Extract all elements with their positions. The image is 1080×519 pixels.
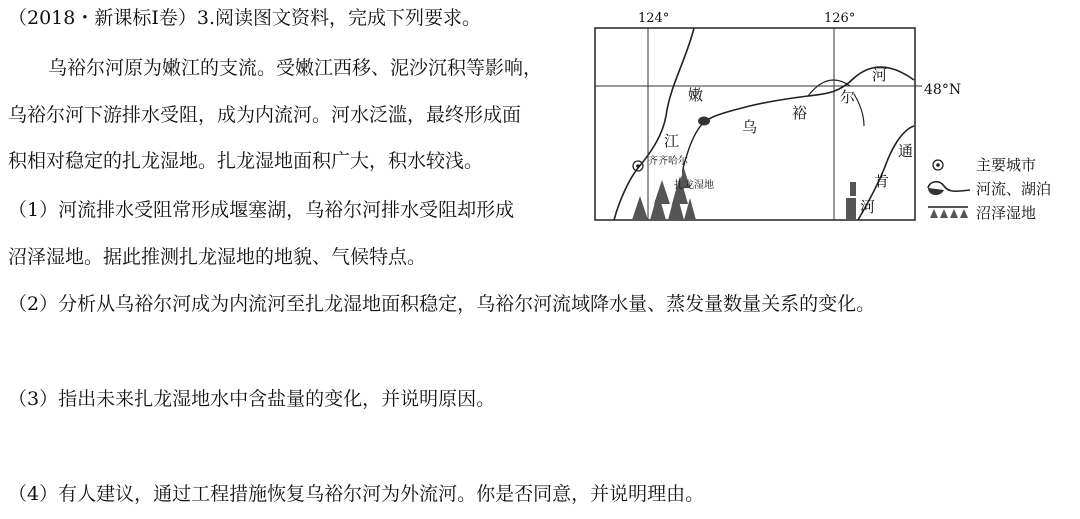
legend-swamp-icon	[928, 206, 968, 218]
label-city-qiqihar: 齐齐哈尔	[648, 156, 688, 167]
label-er: 尔	[840, 88, 856, 106]
q2-text: （2）分析从乌裕尔河成为内流河至扎龙湿地面积稳定，乌裕尔河流域降水量、蒸发量数量关系的变化。	[8, 293, 876, 315]
label-zhalong-wetland: 扎龙湿地	[674, 180, 714, 191]
q1-line-1: （1）河流排水受阻常形成堰塞湖，乌裕尔河排水受阻却形成	[8, 199, 515, 221]
question-header: （2018・新课标Ⅰ卷）3.阅读图文资料，完成下列要求。	[8, 7, 481, 29]
q3-text: （3）指出未来扎龙湿地水中含盐量的变化，并说明原因。	[8, 388, 496, 410]
map-legend	[928, 156, 1051, 222]
q4-text: （4）有人建议，通过工程措施恢复乌裕尔河为外流河。你是否同意，并说明理由。	[8, 483, 705, 505]
map-svg	[592, 8, 1080, 226]
lon-label-126: 126°	[824, 11, 856, 26]
label-he-tongken: 河	[860, 198, 876, 216]
legend-lake-icon	[928, 188, 944, 195]
intro-line-2: 乌裕尔河下游排水受阻，成为内流河。河水泛滥，最终形成面	[8, 104, 522, 126]
intro-line-1: 乌裕尔河原为嫩江的支流。受嫩江西移、泥沙沉积等影响，	[48, 57, 543, 79]
q1-line-2: 沼泽湿地。据此推测扎龙湿地的地貌、气候特点。	[8, 246, 427, 268]
legend-river-label: 河流、湖泊	[976, 180, 1052, 198]
legend-city-label: 主要城市	[976, 156, 1037, 174]
label-wu: 乌	[742, 118, 758, 136]
lon-label-124: 124°	[638, 11, 670, 26]
intro-line-3: 积相对稳定的扎龙湿地。扎龙湿地面积广大，积水较浅。	[8, 150, 484, 172]
label-he-wuyuer: 河	[872, 66, 888, 84]
legend-city-icon-dot	[936, 163, 940, 167]
label-tong: 通	[898, 142, 914, 160]
label-ken: 肯	[874, 172, 890, 190]
label-jiang: 江	[664, 132, 680, 150]
city-marker-dot	[636, 164, 640, 168]
lat-label-48n: 48°N	[924, 82, 962, 98]
swamp-wetland	[632, 168, 856, 220]
legend-swamp-label: 沼泽湿地	[976, 204, 1037, 222]
label-yu: 裕	[792, 104, 808, 122]
lake	[698, 117, 710, 126]
river-map	[592, 8, 1080, 226]
label-nen: 嫩	[688, 86, 704, 104]
wuyuer-tributary-2	[854, 94, 864, 126]
